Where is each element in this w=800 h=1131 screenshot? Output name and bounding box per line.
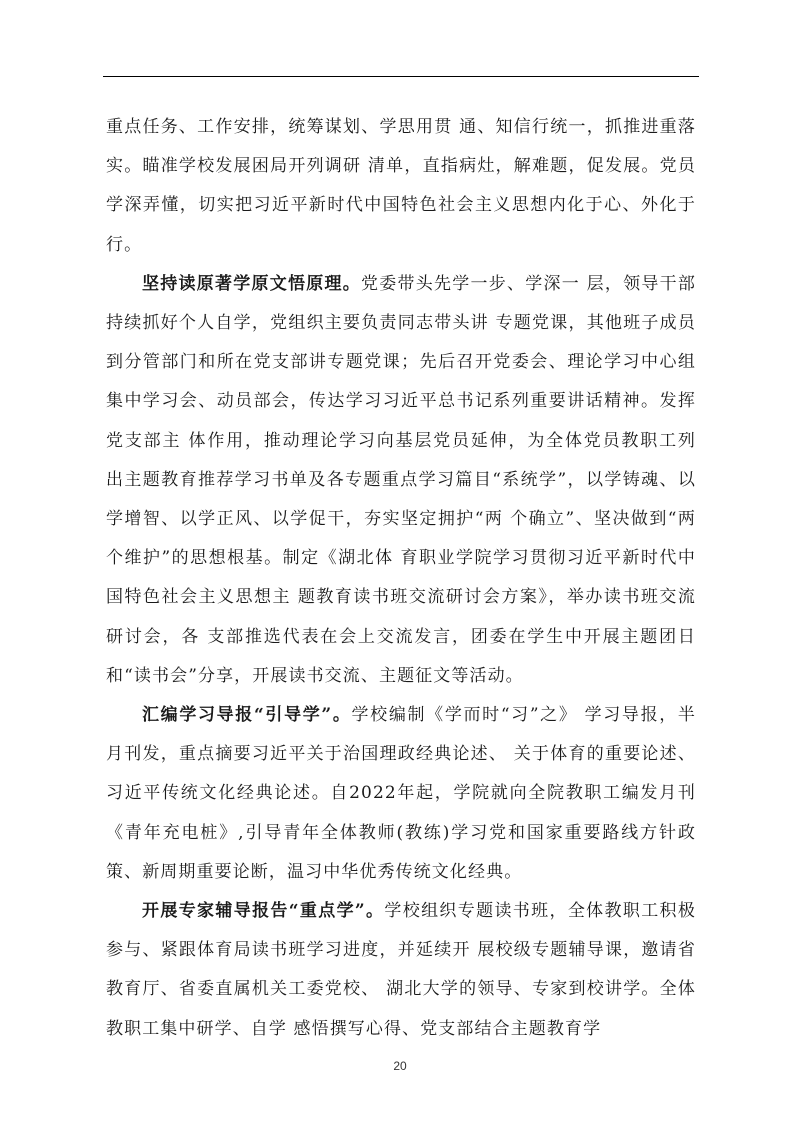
paragraph-1	[106, 108, 696, 265]
paragraph-2-text: 党委带头先学一步、学深一 层，领导干部持续抓好个人自学，党组织主要负责同志带头讲 专题党课，其他班子成员到分管部门和所在党支部讲专题党课；先后召开党委会、理论学习中心组集中学习会、动员部会，传达学习习近平总书记系列重要讲话精神。发挥党支部主 体作用，推动理论学习向基层党员延伸，为全体党员教职工列 出主题教育推荐学习书单及各专题重点学习篇目“系统学”，以学铸魂、以学增智、以学正风、以学促干，夯实坚定拥护“两 个确立”、坚决做到“两个维护”的思想根基。制定《湖北体 育职业学院学习贯彻习近平新时代中国特色社会主义思想主 题教育读书班交流研讨会方案》，举办读书班交流研讨会，各 支部推选代表在会上交流发言，团委在学生中开展主题团日和“读书会”分享，开展读书交流、主题征文等活动。	[106, 273, 696, 686]
header-rule	[103, 76, 699, 77]
document-body	[106, 108, 696, 1049]
paragraph-4-text: 学校组织专题读书班，全体教职工积极参与、紧跟体育局读书班学习进度，并延续开 展校级专题辅导课，邀请省教育厅、省委直属机关工委党校、 湖北大学的领导、专家到校讲学。全体教职工集中研学、自学 感悟撰写心得、党支部结合主题教育学	[106, 901, 696, 1039]
paragraph-4-lead: 开展专家辅导报告“重点学”。	[142, 901, 385, 922]
paragraph-3	[106, 696, 696, 892]
paragraph-4	[106, 892, 696, 1049]
paragraph-3-text: 学校编制《学而时“习”之》 学习导报，半月刊发，重点摘要习近平关于治国理政经典论述、 关于体育的重要论述、习近平传统文化经典论述。自2022年起，学院就向全院教职工编发月刊《青年充电桩》,引导青年全体教师(教练)学习党和国家重要路线方针政策、新周期重要论断，温习中华优秀传统文化经典。	[106, 705, 696, 882]
paragraph-1-text: 重点任务、工作安排，统筹谋划、学思用贯 通、知信行统一，抓推进重落实。瞄准学校发展困局开列调研 清单，直指病灶，解难题，促发展。党员学深弄懂，切实把习近平新时代中国特色社会主义思想内化于心、外化于行。	[106, 117, 696, 255]
page-number: 20	[393, 1059, 407, 1073]
paragraph-3-lead: 汇编学习导报“引导学”。	[142, 705, 352, 726]
paragraph-2-lead: 坚持读原著学原文悟原理。	[142, 273, 361, 294]
paragraph-2	[106, 265, 696, 696]
